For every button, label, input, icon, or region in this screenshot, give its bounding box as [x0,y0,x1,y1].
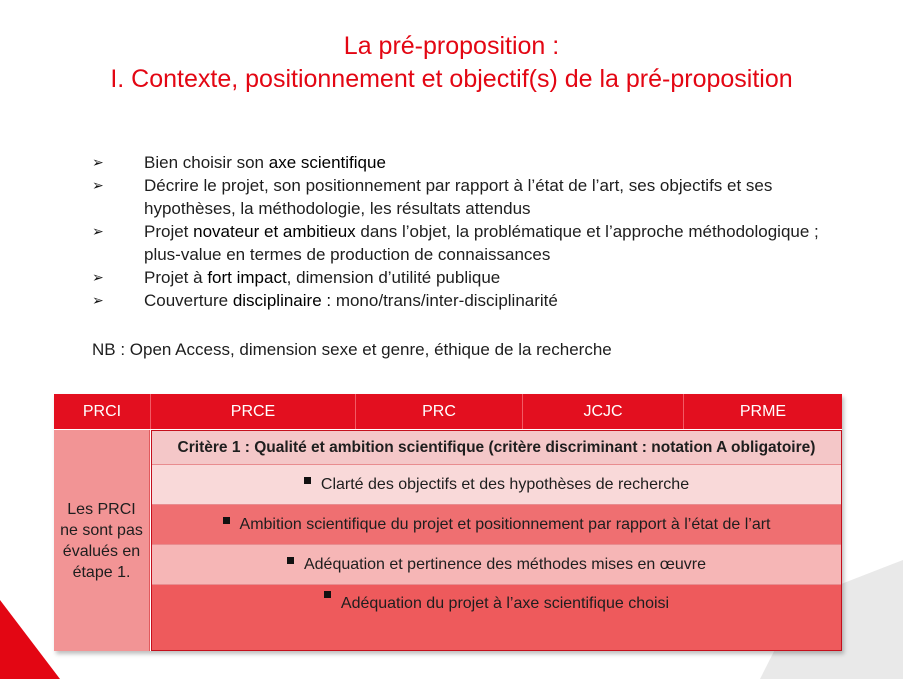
header-prme: PRME [684,394,842,429]
square-bullet-icon [324,591,331,598]
bullet-list [92,151,852,312]
nb-note: NB : Open Access, dimension sexe et genre, éthique de la recherche [92,340,612,359]
header-jcjc: JCJC [523,394,684,429]
criterion-box [151,430,842,651]
bullet-item: ➢ Couverture disciplinaire : mono/trans/inter-disciplinarité [92,291,558,310]
bullet-item: ➢ Projet à fort impact, dimension d’utilité publique [92,268,501,287]
square-bullet-icon [223,517,230,524]
criterion-row: Adéquation et pertinence des méthodes mises en œuvre [152,545,841,585]
prci-note-cell [54,430,150,651]
header-prc: PRC [356,394,523,429]
criterion-row: Ambition scientifique du projet et positionnement par rapport à l’état de l’art [152,505,841,545]
arrow-bullet-icon: ➢ [92,177,104,193]
header-prci: PRCI [54,394,151,429]
header-prce: PRCE [151,394,356,429]
bullet-item: ➢ Bien choisir son axe scientifique [92,153,386,172]
arrow-bullet-icon: ➢ [92,269,104,285]
square-bullet-icon [287,557,294,564]
criterion-title: Critère 1 : Qualité et ambition scientifique (critère discriminant : notation A obligatoire) [152,431,841,465]
title-line-1: La pré-proposition : [343,32,560,60]
bullet-item: ➢ Décrire le projet, son positionnement par rapport à l’état de l’art, ses objectifs et ses hypothèses, la méthodologie, les résultats attendus [92,176,773,218]
prci-note: Les PRCI ne sont pas évalués en étape 1. [60,500,143,581]
criterion-row: Clarté des objectifs et des hypothèses de recherche [152,465,841,505]
criterion-row: Adéquation du projet à l’axe scientifique choisi [152,585,841,650]
bullet-item: ➢ Projet novateur et ambitieux dans l’objet, la problématique et l’approche méthodologique ; plus-value en termes de production de connaissances [92,222,819,264]
arrow-bullet-icon: ➢ [92,154,104,170]
criteria-table [54,394,842,651]
slide-title [0,30,903,96]
square-bullet-icon [304,477,311,484]
arrow-bullet-icon: ➢ [92,292,104,308]
arrow-bullet-icon: ➢ [92,223,104,239]
title-line-2: I. Contexte, positionnement et objectif(s) de la pré-proposition [110,65,793,93]
